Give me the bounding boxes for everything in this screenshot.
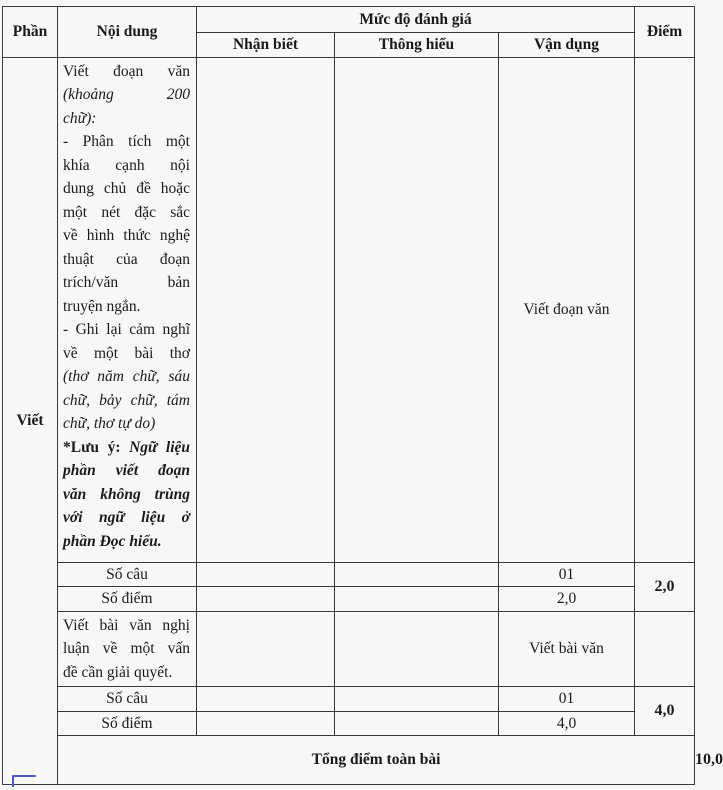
- empty-cell: [197, 611, 335, 687]
- note-line: phần viết đoạn: [63, 462, 190, 479]
- empty-cell: [335, 611, 499, 687]
- note-text: Ngữ liệu: [120, 438, 190, 456]
- content-line: khía cạnh nội: [63, 156, 190, 174]
- content-line: truyện ngắn.: [63, 297, 141, 315]
- part1-content: [58, 57, 197, 562]
- note-line: [63, 436, 190, 460]
- empty-cell: [197, 687, 335, 712]
- empty-cell: [197, 711, 335, 736]
- content-line: thuật của đoạn: [63, 250, 190, 268]
- part2-content: [58, 611, 197, 687]
- corner-mark: [12, 775, 36, 787]
- content-line: trích/văn bản: [63, 274, 190, 291]
- content-line: về một bài thơ: [63, 344, 190, 362]
- header-noi-dung: Nội dung: [58, 7, 197, 58]
- part2-so-cau-label: Số câu: [58, 687, 197, 712]
- content-line: (thơ năm chữ, sáu: [63, 368, 190, 385]
- content-line: chữ):: [63, 109, 97, 127]
- part1-nhan-biet: [197, 57, 335, 562]
- empty-cell: [635, 611, 695, 687]
- part2-so-diem-value: 4,0: [499, 711, 635, 736]
- content-line: - Ghi lại cảm nghĩ: [63, 321, 190, 338]
- total-label: Tổng điểm toàn bài: [58, 736, 695, 785]
- part1-so-diem-value: 2,0: [499, 587, 635, 612]
- content-line: Viết bài văn nghị: [63, 616, 190, 634]
- section-label: Viết: [3, 57, 58, 785]
- note-label: *Lưu ý:: [63, 438, 121, 456]
- content-line: - Phân tích một: [63, 133, 190, 150]
- content-line: dung chủ đề hoặc: [63, 180, 190, 197]
- content-line: một nét đặc sắc: [63, 203, 190, 221]
- empty-cell: [335, 711, 499, 736]
- part2-so-cau-value: 01: [499, 687, 635, 712]
- empty-cell: [335, 587, 499, 612]
- part2-diem: 4,0: [635, 687, 695, 736]
- empty-cell: [335, 687, 499, 712]
- content-line: (khoảng 200: [63, 86, 190, 103]
- note-line: với ngữ liệu ở: [63, 509, 190, 526]
- empty-cell: [335, 562, 499, 587]
- part1-van-dung: Viết đoạn văn: [499, 57, 635, 562]
- content-line: về hình thức nghệ: [63, 227, 190, 244]
- header-phan: Phần: [3, 7, 58, 58]
- header-thong-hieu: Thông hiểu: [335, 33, 499, 58]
- note-line: văn không trùng: [63, 485, 190, 503]
- part2-so-diem-label: Số điểm: [58, 711, 197, 736]
- empty-cell: [197, 562, 335, 587]
- header-nhan-biet: Nhận biết: [197, 33, 335, 58]
- part1-so-diem-label: Số điểm: [58, 587, 197, 612]
- header-diem: Điểm: [635, 7, 695, 58]
- note-line: phần Đọc hiểu.: [63, 532, 162, 550]
- assessment-matrix-table: Phần Nội dung Mức độ đánh giá Điểm Nhận biết Thông hiểu Vận dụng Viết Viết đoạn văn (khoảng 200 chữ): - Phân tích một khía cạnh nội dung chủ đề hoặc một nét đặc sắc về hình thức nghệ thuật của đoạn trích/văn bản truyện ngắn. - Ghi lại cảm nghĩ về một bài thơ (thơ năm chữ, sáu chữ, bảy chữ, tám chữ, thơ tự do) *Lưu ý: Ngữ liệu phần viết đoạn văn không trùng với ngữ liệu ở phần Đọc hiểu. Viết đoạn văn Số câu 01 2,0 Số điểm 2,0 Viết bài văn nghị luận về một vấn đề cần giải quyết. Viết bài văn Số câu 01 4,0 Số điểm 4,0 Tổng điểm toàn bài 10,0: [2, 6, 695, 785]
- content-line: đề cần giải quyết.: [63, 663, 173, 681]
- header-muc-do: Mức độ đánh giá: [197, 7, 635, 33]
- part1-thong-hieu: [335, 57, 499, 562]
- part1-diem: 2,0: [635, 562, 695, 611]
- header-van-dung: Vận dụng: [499, 33, 635, 58]
- content-line: luận về một vấn: [63, 640, 190, 657]
- part1-so-cau-label: Số câu: [58, 562, 197, 587]
- part2-van-dung: Viết bài văn: [499, 611, 635, 687]
- part1-so-cau-value: 01: [499, 562, 635, 587]
- empty-cell: [197, 587, 335, 612]
- content-line: chữ, thơ tự do): [63, 415, 156, 432]
- content-line: chữ, bảy chữ, tám: [63, 391, 190, 409]
- content-line: Viết đoạn văn: [63, 62, 190, 80]
- part1-diem-empty: [635, 57, 695, 562]
